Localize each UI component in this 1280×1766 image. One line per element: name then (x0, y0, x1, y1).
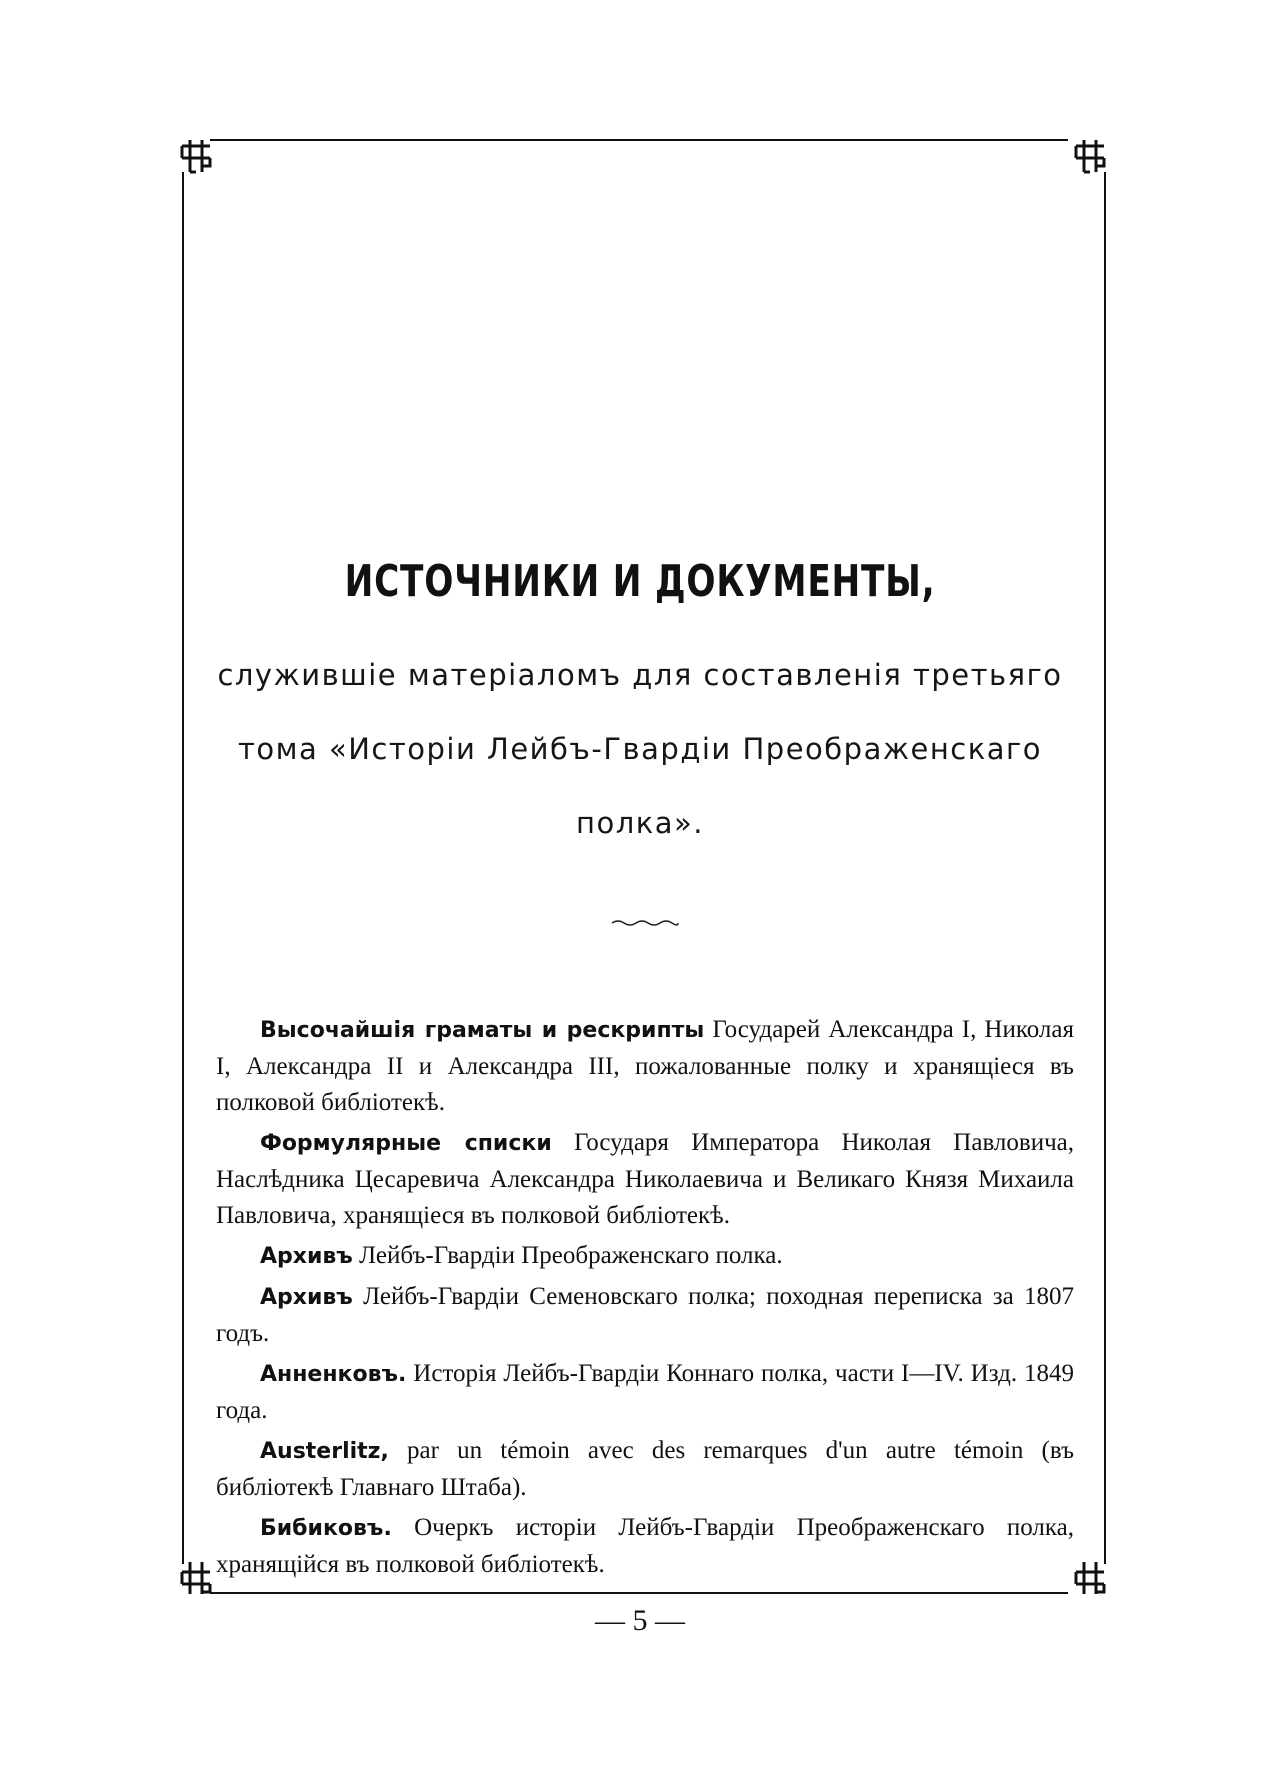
frame-right-border (1104, 172, 1106, 1564)
bibliography-entry (216, 1433, 1074, 1506)
subtitle-line-1: служившіе матеріаломъ для составленія третьяго (217, 658, 1063, 692)
entry-heading: Высочайшія граматы и рескрипты (260, 1018, 705, 1043)
bibliography-entry (216, 1125, 1074, 1234)
frame-top-border (210, 139, 1068, 141)
entry-text: Лейбъ-Гвардіи Преображенскаго полка. (352, 1242, 783, 1269)
entry-heading: Austerlitz, (260, 1439, 389, 1464)
entry-heading: Анненковъ. (260, 1362, 407, 1387)
frame-bottom-border (210, 1592, 1068, 1594)
subtitle-line-2: тома «Исторіи Лейбъ-Гвардіи Преображенскаго (237, 732, 1042, 766)
entry-heading: Архивъ (260, 1244, 353, 1269)
entry-text: Очеркъ исторіи Лейбъ-Гвардіи Преображенскаго полка, хранящійся въ полковой библіотекѣ. (216, 1514, 1074, 1578)
entry-text: Лейбъ-Гвардіи Семеновскаго полка; походная переписка за 1807 годъ. (216, 1283, 1074, 1347)
entry-heading: Формулярные списки (260, 1131, 552, 1156)
bibliography-entry (216, 1356, 1074, 1429)
entry-text: Исторія Лейбъ-Гвардіи Коннаго полка, части I—IV. Изд. 1849 года. (216, 1360, 1074, 1424)
entry-text: Государя Императора Николая Павловича, Наслѣдника Цесаревича Александра Николаевича и Великаго Князя Михаила Павловича, хранящіеся въ полковой библіотекѣ. (216, 1129, 1074, 1229)
bibliography-entry (216, 1510, 1074, 1583)
bibliography-entry (216, 1238, 1074, 1275)
page-title: ИСТОЧНИКИ И ДОКУМЕНТЫ, (344, 556, 936, 607)
divider-flourish-icon (610, 916, 680, 928)
entry-heading: Бибиковъ. (260, 1516, 392, 1541)
corner-ornament-icon (1070, 1558, 1110, 1598)
bibliography-list (216, 1012, 1074, 1587)
corner-ornament-icon (1070, 136, 1110, 176)
entry-text: par un témoin avec des remarques d'un autre témoin (въ библіотекѣ Главнаго Штаба). (216, 1437, 1074, 1501)
corner-ornament-icon (176, 136, 216, 176)
bibliography-entry (216, 1012, 1074, 1121)
bibliography-entry (216, 1279, 1074, 1352)
page-number: — 5 — (595, 1604, 685, 1637)
entry-text: Государей Александра I, Николая I, Александра II и Александра III, пожалованные полку и хранящіеся въ полковой библіотекѣ. (216, 1016, 1074, 1116)
frame-left-border (182, 172, 184, 1564)
subtitle-line-3: полка». (576, 806, 704, 840)
entry-heading: Архивъ (260, 1285, 353, 1310)
corner-ornament-icon (176, 1558, 216, 1598)
